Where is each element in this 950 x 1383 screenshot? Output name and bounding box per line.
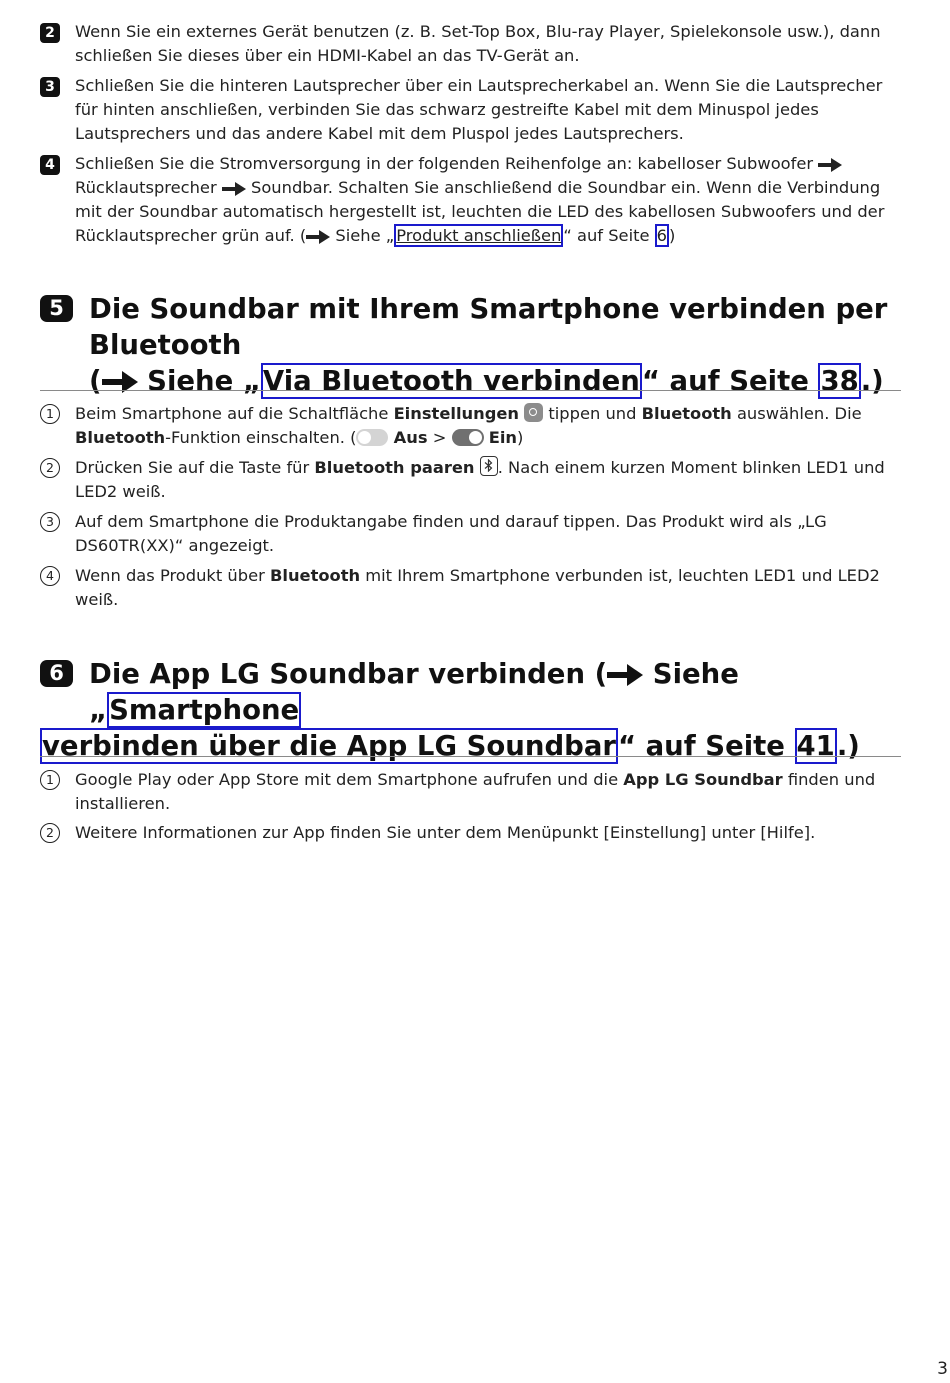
step-number-circle: 2 <box>40 458 60 478</box>
divider <box>40 756 901 757</box>
section6-step-2 <box>40 821 902 845</box>
step-number-circle: 4 <box>40 566 60 586</box>
page-link-38[interactable]: 38 <box>820 365 859 397</box>
page-link-6[interactable]: 6 <box>656 226 668 245</box>
bold-term: Aus <box>393 428 428 447</box>
step-text <box>75 402 902 450</box>
step-text: Auf dem Smartphone die Produktangabe finden und darauf tippen. Das Produkt wird als „LG DS60TR(XX)“ angezeigt. <box>75 512 827 555</box>
step-number-badge: 2 <box>40 23 60 43</box>
section5-step-4 <box>40 564 902 612</box>
step-number-badge: 4 <box>40 155 60 175</box>
section6-step-1 <box>40 768 902 816</box>
section-title-text: Die Soundbar mit Ihrem Smartphone verbinden per Bluetooth <box>89 293 888 361</box>
intro-step-3 <box>40 74 902 146</box>
step-text: Schließen Sie die hinteren Lautsprecher über ein Lautsprecherkabel an. Wenn Sie die Lautsprecher für hinten anschließen, verbinden Sie das schwarz gestreifte Kabel mit dem Minuspol jedes Lautsprechers und das andere Kabel mit dem Pluspol jedes Lautsprechers. <box>75 76 883 143</box>
bold-term: Ein <box>488 428 518 447</box>
step-text <box>75 564 902 612</box>
step-text-part: tippen und <box>543 404 642 423</box>
divider <box>40 390 901 391</box>
step-number-badge: 3 <box>40 77 60 97</box>
page-link-41[interactable]: 41 <box>796 730 835 762</box>
arrow-right-icon <box>818 158 842 172</box>
step-text-part: Rücklautsprecher <box>75 178 217 197</box>
toggle-off-icon <box>356 429 388 446</box>
step-text <box>75 456 902 504</box>
section-number-badge: 6 <box>40 660 73 687</box>
link-smartphone-verbinden[interactable]: Smartphone <box>109 694 300 726</box>
step-text-part: -Funktion einschalten. ( <box>165 428 357 447</box>
step-text <box>75 152 902 248</box>
step-text-part: Soundbar. Schalten Sie anschließend die Soundbar ein. Wenn die Verbindung mit der Soundbar automatisch hergestellt ist, leuchten die LED des kabellosen Subwoofers und der Rücklautsprecher grün auf. ( <box>75 178 885 245</box>
step-text-part: Schließen Sie die Stromversorgung in der folgenden Reihenfolge an: kabelloser Subwoofer <box>75 154 814 173</box>
arrow-right-icon <box>607 664 643 686</box>
section5-step-1 <box>40 402 902 450</box>
step-text-part: > <box>427 428 452 447</box>
step-text-part: Google Play oder App Store mit dem Smartphone aufrufen und die <box>75 770 624 789</box>
bluetooth-icon <box>480 456 498 476</box>
step-text-part: mit Ihrem Smartphone verbunden ist, leuchten LED1 und LED2 weiß. <box>75 566 880 609</box>
section-title-text: Die App LG Soundbar verbinden ( <box>89 658 608 690</box>
step-text <box>75 768 902 816</box>
section-5-heading <box>40 291 910 399</box>
step-text-part: Beim Smartphone auf die Schaltfläche <box>75 404 394 423</box>
page-number: 3 <box>937 1359 948 1379</box>
reference-text: .) <box>860 365 884 397</box>
section-title <box>89 291 910 399</box>
section-6-heading <box>40 656 910 764</box>
step-text-part: finden und installieren. <box>75 770 876 813</box>
bold-term: Bluetooth <box>269 566 361 585</box>
arrow-right-icon <box>222 182 246 196</box>
reference-text: “ auf Seite <box>641 365 819 397</box>
reference-text: “ auf Seite <box>617 730 795 762</box>
reference-text: ( <box>89 365 102 397</box>
intro-step-2 <box>40 20 902 68</box>
step-text: Wenn Sie ein externes Gerät benutzen (z. B. Set-Top Box, Blu-ray Player, Spielekonsole usw.), dann schließen Sie dieses über ein HDMI-Kabel an das TV-Gerät an. <box>75 22 881 65</box>
reference-text: Siehe „ <box>89 658 739 726</box>
section5-step-3 <box>40 510 902 558</box>
link-via-bluetooth-verbinden[interactable]: Via Bluetooth verbinden <box>262 365 640 397</box>
section-title <box>42 656 910 764</box>
reference-text: Siehe „ <box>147 365 261 397</box>
step-text-part: auswählen. Die <box>731 404 862 423</box>
bold-term: Bluetooth <box>75 428 166 447</box>
step-text-part: . Nach einem kurzen Moment blinken LED1 und LED2 weiß. <box>75 458 885 501</box>
step-text-part: Wenn das Produkt über <box>75 566 270 585</box>
step-text-part: Drücken Sie auf die Taste für <box>75 458 315 477</box>
step-number-circle: 3 <box>40 512 60 532</box>
step-number-circle: 1 <box>40 770 60 790</box>
gear-icon <box>524 403 543 422</box>
link-produkt-anschliessen[interactable]: Produkt anschließen <box>396 226 562 245</box>
section-number-badge: 5 <box>40 295 73 322</box>
step-number-circle: 1 <box>40 404 60 424</box>
arrow-right-icon <box>306 230 330 244</box>
bold-term: Bluetooth <box>641 404 732 423</box>
step-number-circle: 2 <box>40 823 60 843</box>
toggle-on-icon <box>452 429 484 446</box>
bold-term: Bluetooth paaren <box>314 458 475 477</box>
reference-text: .) <box>836 730 860 762</box>
reference-text: Siehe „ <box>335 226 395 245</box>
step-text: Weitere Informationen zur App finden Sie unter dem Menüpunkt [Einstellung] unter [Hilfe]. <box>75 823 816 842</box>
reference-text: “ auf Seite <box>563 226 655 245</box>
bold-term: Einstellungen <box>393 404 520 423</box>
reference-text: ) <box>669 226 676 245</box>
bold-term: App LG Soundbar <box>623 770 783 789</box>
intro-step-4 <box>40 152 902 248</box>
step-text-part: ) <box>517 428 524 447</box>
link-smartphone-verbinden-cont[interactable]: verbinden über die App LG Soundbar <box>42 730 616 762</box>
section5-step-2 <box>40 456 902 504</box>
